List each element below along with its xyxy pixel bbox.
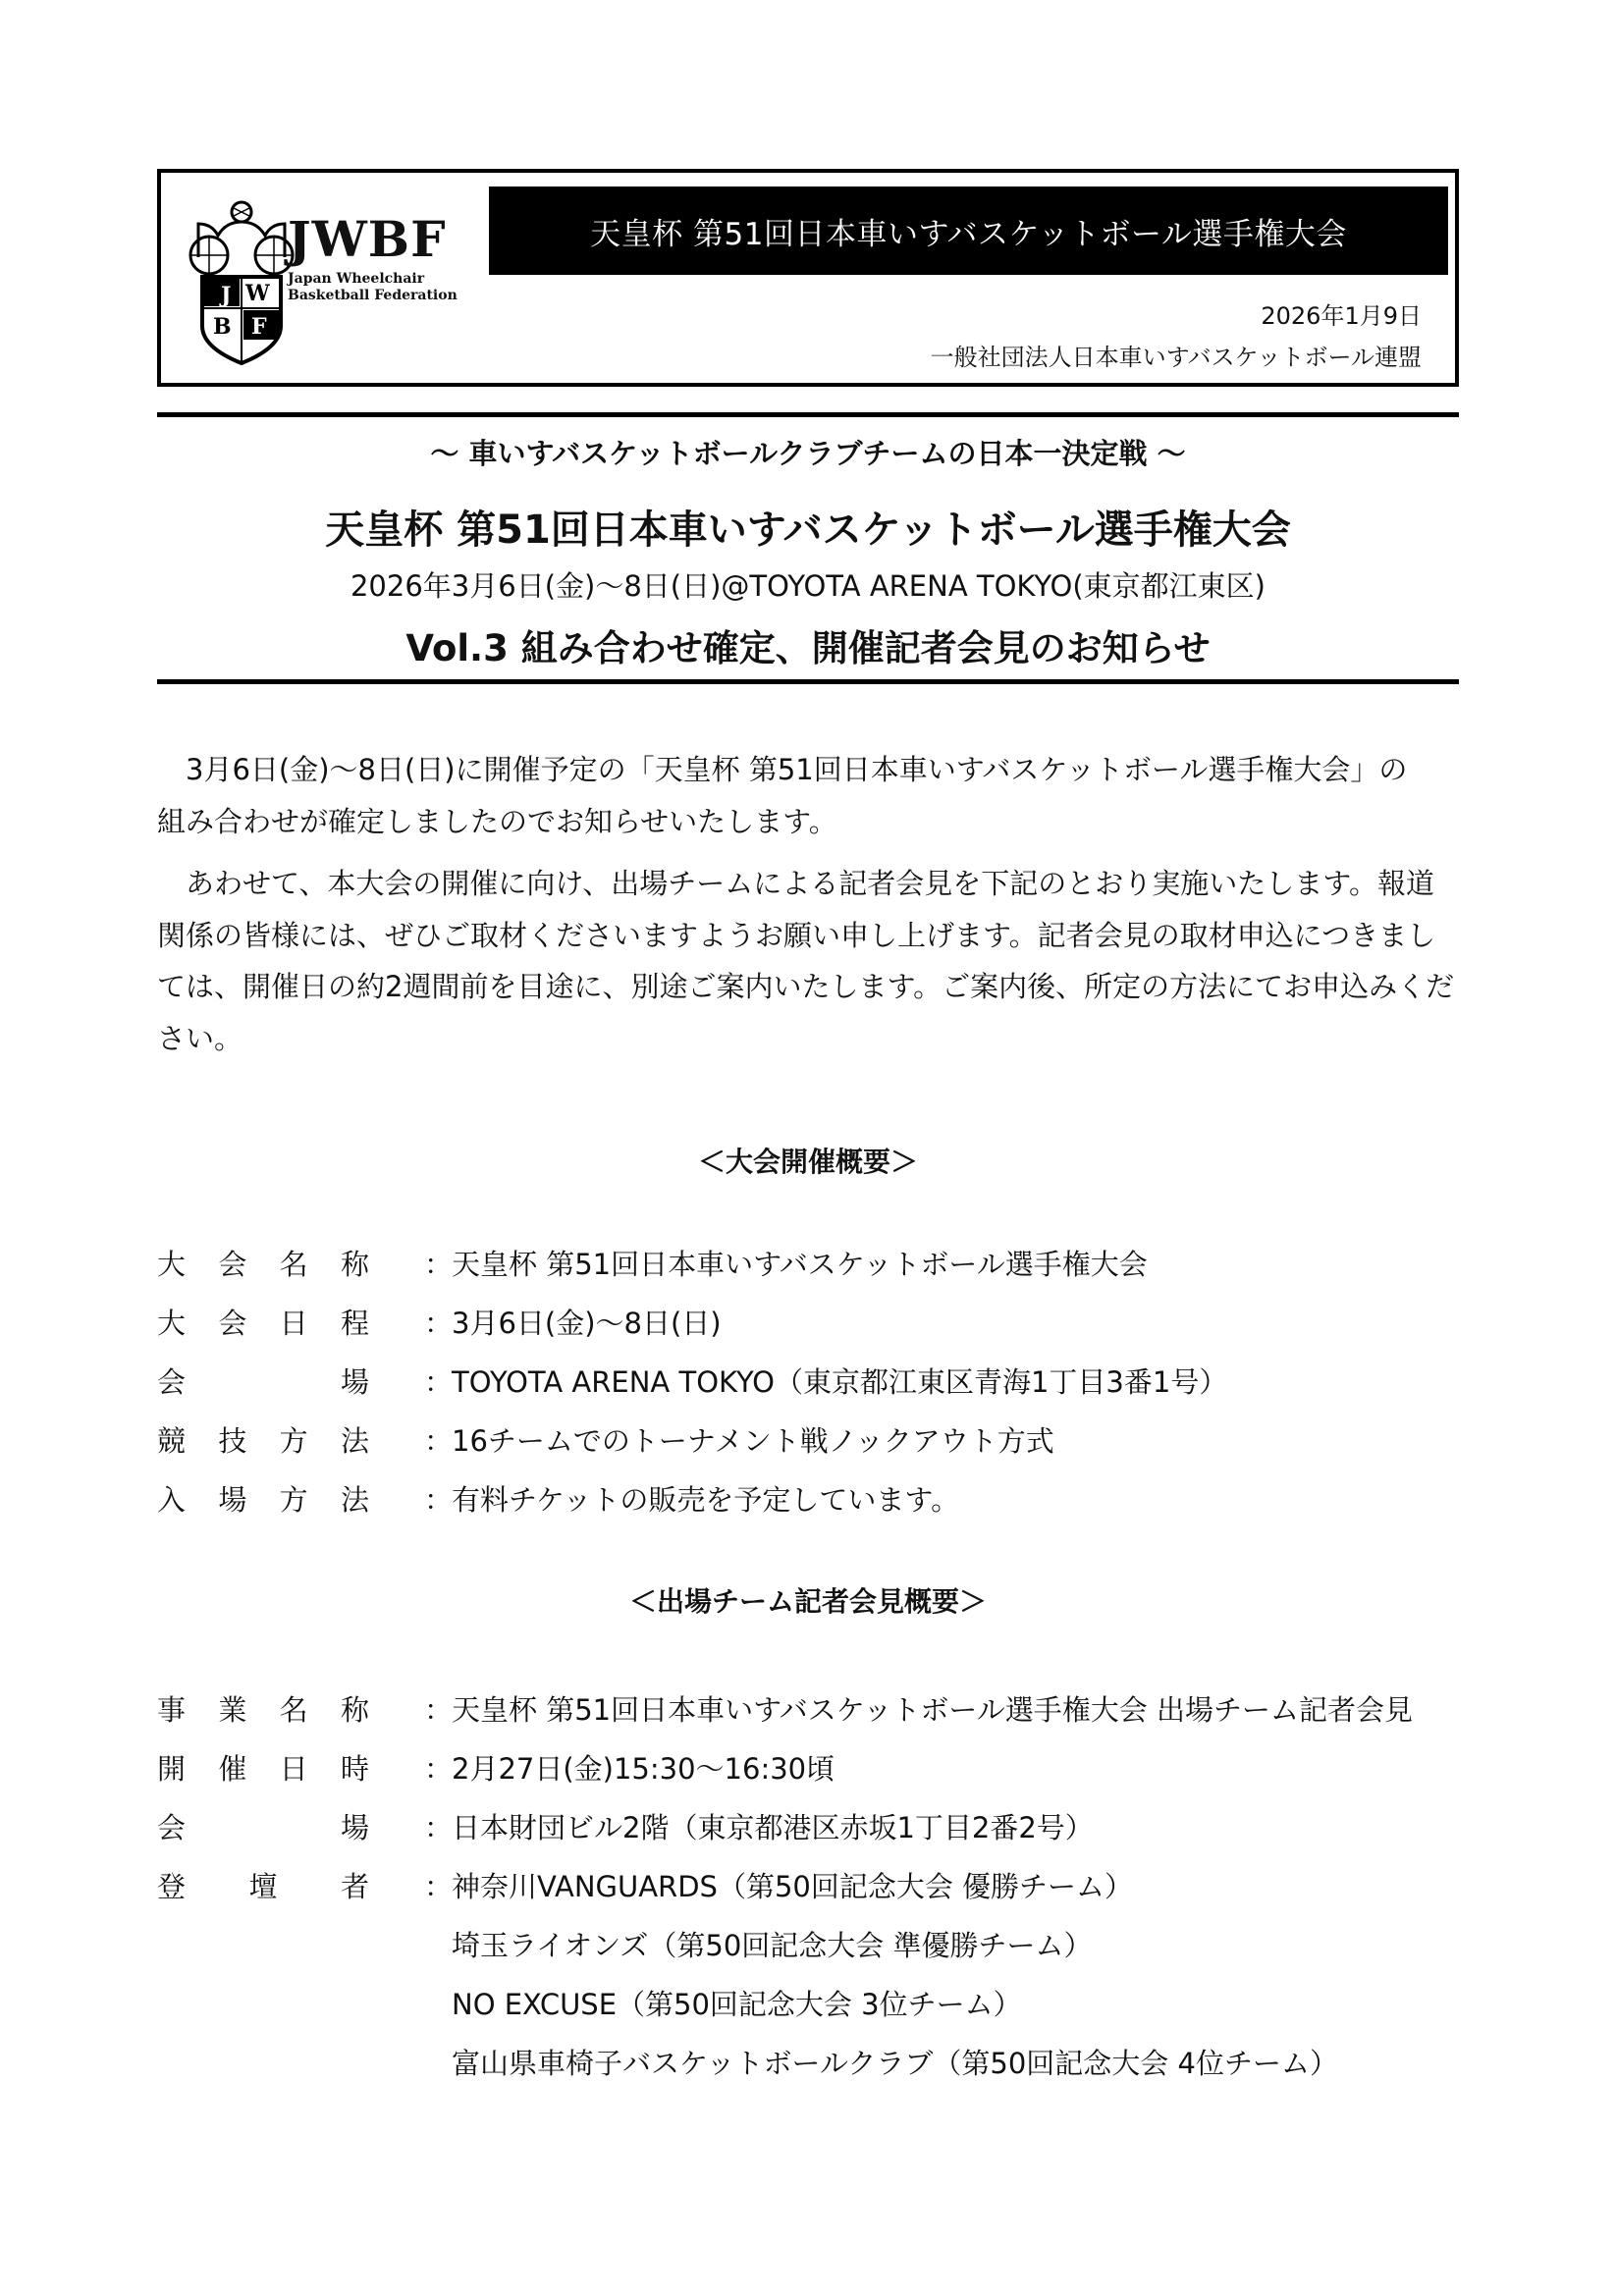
row-label: 登 壇 者	[157, 1870, 369, 1903]
row-label: 会 場	[157, 1811, 369, 1844]
row-value: 16チームでのトーナメント戦ノックアウト方式	[452, 1424, 1054, 1458]
body-line: 組み合わせが確定しましたのでお知らせいたします。	[157, 805, 837, 838]
header-title-bar: 天皇杯 第51回日本車いすバスケットボール選手権大会	[489, 187, 1448, 275]
header-box	[157, 169, 1459, 387]
svg-text:B: B	[213, 314, 232, 340]
body-line: 3月6日(金)～8日(日)に開催予定の「天皇杯 第51回日本車いすバスケットボール選手権大会」の	[157, 753, 1408, 786]
issue-date: 2026年1月9日	[1261, 302, 1422, 330]
row-label: 事 業 名 称	[157, 1693, 369, 1727]
row-value: 神奈川VANGUARDS（第50回記念大会 優勝チーム）	[452, 1870, 1134, 1903]
logo-wordmark: JWBF	[288, 210, 447, 268]
body-line: 関係の皆様には、ぜひご取材くださいますようお願い申し上げます。記者会見の取材申込につきまし	[157, 919, 1436, 952]
speaker-entry: NO EXCUSE（第50回記念大会 3位チーム）	[452, 1988, 1022, 2021]
overview-heading: ＜大会開催概要＞	[697, 1146, 918, 1178]
speaker-entry: 埼玉ライオンズ（第50回記念大会 準優勝チーム）	[452, 1929, 1093, 1962]
top-divider	[157, 412, 1459, 417]
body-line: さい。	[157, 1022, 243, 1055]
press-heading: ＜出場チーム記者会見概要＞	[628, 1585, 987, 1618]
body-line: ては、開催日の約2週間前を目途に、別途ご案内いたします。ご案内後、所定の方法にてお申込みくだ	[157, 970, 1455, 1003]
event-dates: 2026年3月6日(金)～8日(日)@TOYOTA ARENA TOKYO(東京都江東区)	[350, 569, 1266, 603]
tagline: ～ 車いすバスケットボールクラブチームの日本一決定戦 ～	[430, 437, 1186, 470]
logo-subtitle: Japan Wheelchair Basketball Federation	[288, 271, 458, 303]
row-value: 2月27日(金)15:30～16:30頃	[452, 1752, 835, 1786]
volume-heading: Vol.3 組み合わせ確定、開催記者会見のお知らせ	[405, 627, 1211, 669]
body-line: あわせて、本大会の開催に向け、出場チームによる記者会見を下記のとおり実施いたします。報道	[157, 867, 1434, 900]
row-label: 大 会 日 程	[157, 1307, 369, 1340]
row-value: 日本財団ビル2階（東京都港区赤坂1丁目2番2号）	[452, 1811, 1094, 1844]
row-value: 天皇杯 第51回日本車いすバスケットボール選手権大会 出場チーム記者会見	[452, 1693, 1413, 1727]
row-value: TOYOTA ARENA TOKYO（東京都江東区青海1丁目3番1号）	[452, 1365, 1228, 1399]
svg-text:W: W	[245, 281, 270, 306]
row-label: 競 技 方 法	[157, 1424, 369, 1458]
row-value: 有料チケットの販売を予定しています。	[452, 1483, 960, 1517]
heading-divider	[157, 679, 1459, 684]
page-title: 天皇杯 第51回日本車いすバスケットボール選手権大会	[325, 507, 1291, 553]
row-value: 3月6日(金)～8日(日)	[452, 1307, 722, 1340]
row-label: 会 場	[157, 1365, 369, 1399]
row-label: 大 会 名 称	[157, 1248, 369, 1281]
svg-text:F: F	[251, 314, 267, 340]
row-value: 天皇杯 第51回日本車いすバスケットボール選手権大会	[452, 1248, 1148, 1281]
row-label: 開 催 日 時	[157, 1752, 369, 1786]
speaker-entry: 富山県車椅子バスケットボールクラブ（第50回記念大会 4位チーム）	[452, 2047, 1338, 2080]
issuing-organization: 一般社団法人日本車いすバスケットボール連盟	[930, 344, 1422, 371]
row-label: 入 場 方 法	[157, 1483, 369, 1517]
svg-text:J: J	[221, 283, 232, 308]
